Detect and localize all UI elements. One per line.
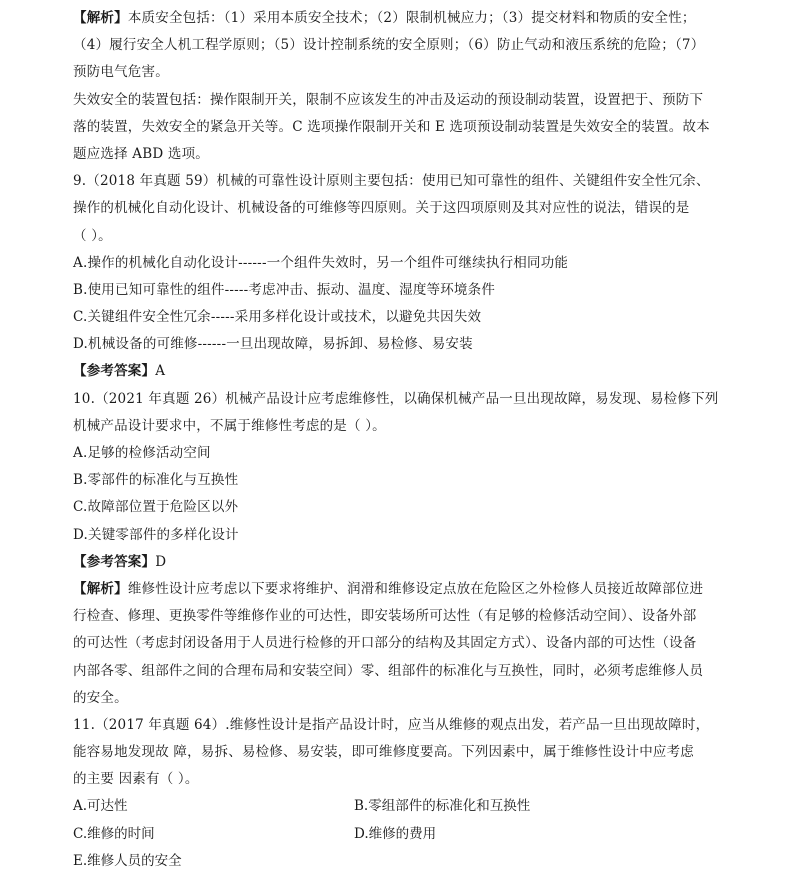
q9-stem-line-3: （ ）。 [73, 227, 112, 244]
q11-stem-line-2: 能容易地发现故 障，易拆、易检修、易安装，即可维修度要高。下列因素中，属于维修性设计中应考虑 [73, 744, 694, 761]
q10-option-b: B.零部件的标准化与互换性 [73, 472, 239, 489]
q10-analysis-line-3: 的可达性（考虑封闭设备用于人员进行检修的开口部分的结构及其固定方式）、设备内部的可达性（设备 [73, 635, 697, 652]
answer-tag: 【参考答案】 [73, 363, 156, 380]
q11-options-row-2 [73, 821, 778, 848]
q10-answer [73, 549, 778, 576]
q8-analysis-line-1: 【解析】本质安全包括：（1）采用本质安全技术；（2）限制机械应力；（3）提交材料和物质的安全性； [73, 10, 696, 26]
q11-option-d: D.维修的费用 [354, 825, 437, 842]
document-page [73, 5, 778, 875]
q9-option-b: B.使用已知可靠性的组件-----考虑冲击、振动、温度、湿度等环境条件 [73, 281, 496, 298]
answer-value: D [155, 553, 167, 570]
q11-option-e: E.维修人员的安全 [73, 852, 182, 869]
q10-analysis-line-4: 内部各零、组部件之间的合理布局和安装空间）零、组部件的标准化与互换性，同时，必须考虑维修人员 [73, 662, 704, 679]
q9-answer [73, 358, 778, 385]
q11-stem-line-1: 11.（2017 年真题 64）.维修性设计是指产品设计时，应当从维修的观点出发，若产品一旦出现故障时， [73, 716, 710, 733]
q10-analysis-line-2: 行检查、修理、更换零件等维修作业的可达性，即安装场所可达性（有足够的检修活动空间）、设备外部 [73, 608, 697, 625]
analysis-tag: 【解析】 [73, 580, 128, 597]
q11-options-row-1 [73, 793, 778, 820]
q11-stem-line-3: 的主要 因素有（ ）。 [73, 771, 199, 788]
q11-option-c: C.维修的时间 [73, 825, 155, 842]
q9-option-d: D.机械设备的可维修------一旦出现故障，易拆卸、易检修、易安装 [73, 336, 473, 353]
q9-option-c: C.关键组件安全性冗余-----采用多样化设计或技术，以避免共因失效 [73, 309, 482, 326]
q9-stem-line-2: 操作的机械化自动化设计、机械设备的可维修等四原则。关于这四项原则及其对应性的说法，错误的是 [73, 200, 690, 217]
q10-analysis-line-5: 的安全。 [73, 689, 128, 706]
q11-option-b: B.零组部件的标准化和互换性 [354, 798, 531, 815]
q11-options-row-3 [73, 848, 778, 875]
q10-option-a: A.足够的检修活动空间 [73, 445, 211, 461]
answer-value: A [155, 363, 166, 380]
answer-tag: 【参考答案】 [73, 553, 156, 570]
analysis-tag: 【解析】 [73, 10, 128, 26]
q8-analysis-line-4: 失效安全的装置包括：操作限制开关，限制不应该发生的冲击及运动的预设制动装置，设置把于、预防下 [73, 91, 704, 108]
q9-stem-line-1: 9.（2018 年真题 59）机械的可靠性设计原则主要包括：使用已知可靠性的组件、关键组件安全性冗余、 [73, 173, 710, 190]
q10-option-d: D.关键零部件的多样化设计 [73, 526, 239, 543]
q8-analysis-line-5: 落的装置，失效安全的紧急开关等。C 选项操作限制开关和 E 选项预设制动装置是失效安全的装置。故本 [73, 118, 710, 135]
q10-stem-line-1: 10.（2021 年真题 26）机械产品设计应考虑维修性，以确保机械产品一旦出现故障，易发现、易检修下列 [73, 390, 719, 407]
q10-stem-line-2: 机械产品设计要求中，不属于维修性考虑的是（ ）。 [73, 417, 386, 434]
q8-analysis-line-3: 预防电气危害。 [73, 64, 169, 81]
q9-option-a: A.操作的机械化自动化设计------一个组件失效时，另一个组件可继续执行相同功能 [73, 254, 569, 271]
q10-analysis-line-1: 【解析】维修性设计应考虑以下要求将维护、润滑和维修设定点放在危险区之外检修人员接近故障部位进 [73, 580, 704, 597]
q10-option-c: C.故障部位置于危险区以外 [73, 499, 239, 516]
q8-analysis-line-2: （4）履行安全人机工程学原则；（5）设计控制系统的安全原则；（6）防止气动和液压系统的危险；（7） [73, 37, 705, 54]
q8-analysis-line-6: 题应选择 ABD 选项。 [73, 145, 209, 162]
q11-option-a: A.可达性 [73, 798, 128, 815]
